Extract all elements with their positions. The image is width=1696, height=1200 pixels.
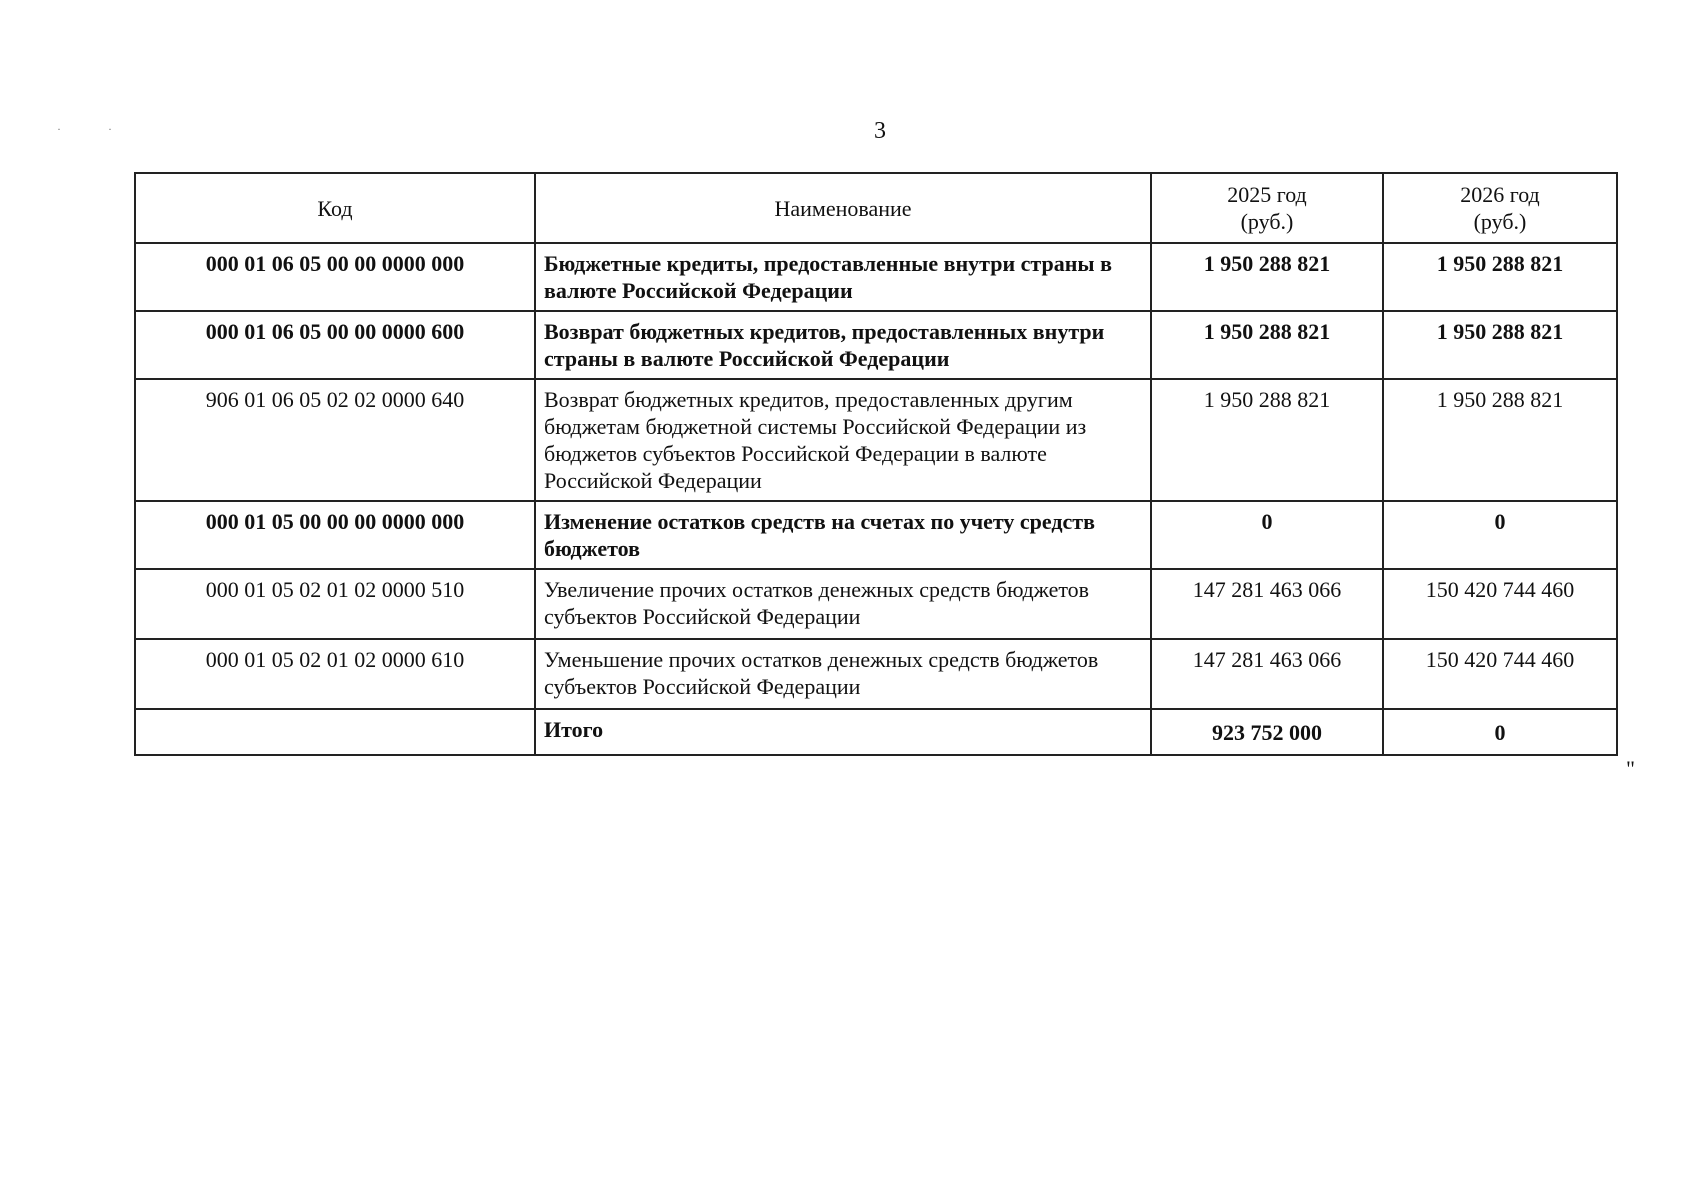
total-value-2025: 923 752 000 xyxy=(1151,709,1383,755)
row-value-2025: 147 281 463 066 xyxy=(1151,639,1383,709)
total-code xyxy=(135,709,535,755)
header-code: Код xyxy=(135,173,535,243)
closing-quote-mark: " xyxy=(1626,756,1635,781)
row-value-2025: 1 950 288 821 xyxy=(1151,379,1383,501)
row-value-2025: 1 950 288 821 xyxy=(1151,243,1383,311)
total-label: Итого xyxy=(535,709,1151,755)
table-row xyxy=(135,243,1617,311)
table-header-row xyxy=(135,173,1617,243)
header-year-2026 xyxy=(1383,173,1617,243)
table-row xyxy=(135,501,1617,569)
row-code: 000 01 05 00 00 00 0000 000 xyxy=(135,501,535,569)
row-value-2026: 150 420 744 460 xyxy=(1383,639,1617,709)
header-year-2025 xyxy=(1151,173,1383,243)
row-value-2025: 147 281 463 066 xyxy=(1151,569,1383,639)
table-row xyxy=(135,639,1617,709)
row-name: Изменение остатков средств на счетах по учету средств бюджетов xyxy=(535,501,1151,569)
row-code: 000 01 06 05 00 00 0000 600 xyxy=(135,311,535,379)
total-value-2026: 0 xyxy=(1383,709,1617,755)
scan-speck-marks: · · xyxy=(57,122,134,136)
row-name: Уменьшение прочих остатков денежных средств бюджетов субъектов Российской Федерации xyxy=(535,639,1151,709)
row-value-2026: 1 950 288 821 xyxy=(1383,379,1617,501)
row-code: 906 01 06 05 02 02 0000 640 xyxy=(135,379,535,501)
row-value-2026: 0 xyxy=(1383,501,1617,569)
header-year-2026-label: 2026 год xyxy=(1460,182,1540,207)
row-name: Возврат бюджетных кредитов, предоставленных другим бюджетам бюджетной системы Российской Федерации из бюджетов субъектов Российской Федерации в валюте Российской Федерации xyxy=(535,379,1151,501)
row-value-2025: 0 xyxy=(1151,501,1383,569)
header-year-2025-unit: (руб.) xyxy=(1240,209,1294,234)
row-value-2026: 1 950 288 821 xyxy=(1383,243,1617,311)
header-year-2025-label: 2025 год xyxy=(1227,182,1307,207)
table-row xyxy=(135,379,1617,501)
row-code: 000 01 05 02 01 02 0000 610 xyxy=(135,639,535,709)
page-number: 3 xyxy=(874,118,886,144)
budget-sources-table xyxy=(134,172,1618,756)
table-row xyxy=(135,569,1617,639)
row-code: 000 01 05 02 01 02 0000 510 xyxy=(135,569,535,639)
header-year-2026-unit: (руб.) xyxy=(1473,209,1527,234)
total-row xyxy=(135,709,1617,755)
row-name: Увеличение прочих остатков денежных средств бюджетов субъектов Российской Федерации xyxy=(535,569,1151,639)
row-value-2025: 1 950 288 821 xyxy=(1151,311,1383,379)
row-name: Возврат бюджетных кредитов, предоставленных внутри страны в валюте Российской Федерации xyxy=(535,311,1151,379)
header-name: Наименование xyxy=(535,173,1151,243)
row-value-2026: 150 420 744 460 xyxy=(1383,569,1617,639)
row-code: 000 01 06 05 00 00 0000 000 xyxy=(135,243,535,311)
table-row xyxy=(135,311,1617,379)
row-value-2026: 1 950 288 821 xyxy=(1383,311,1617,379)
row-name: Бюджетные кредиты, предоставленные внутри страны в валюте Российской Федерации xyxy=(535,243,1151,311)
